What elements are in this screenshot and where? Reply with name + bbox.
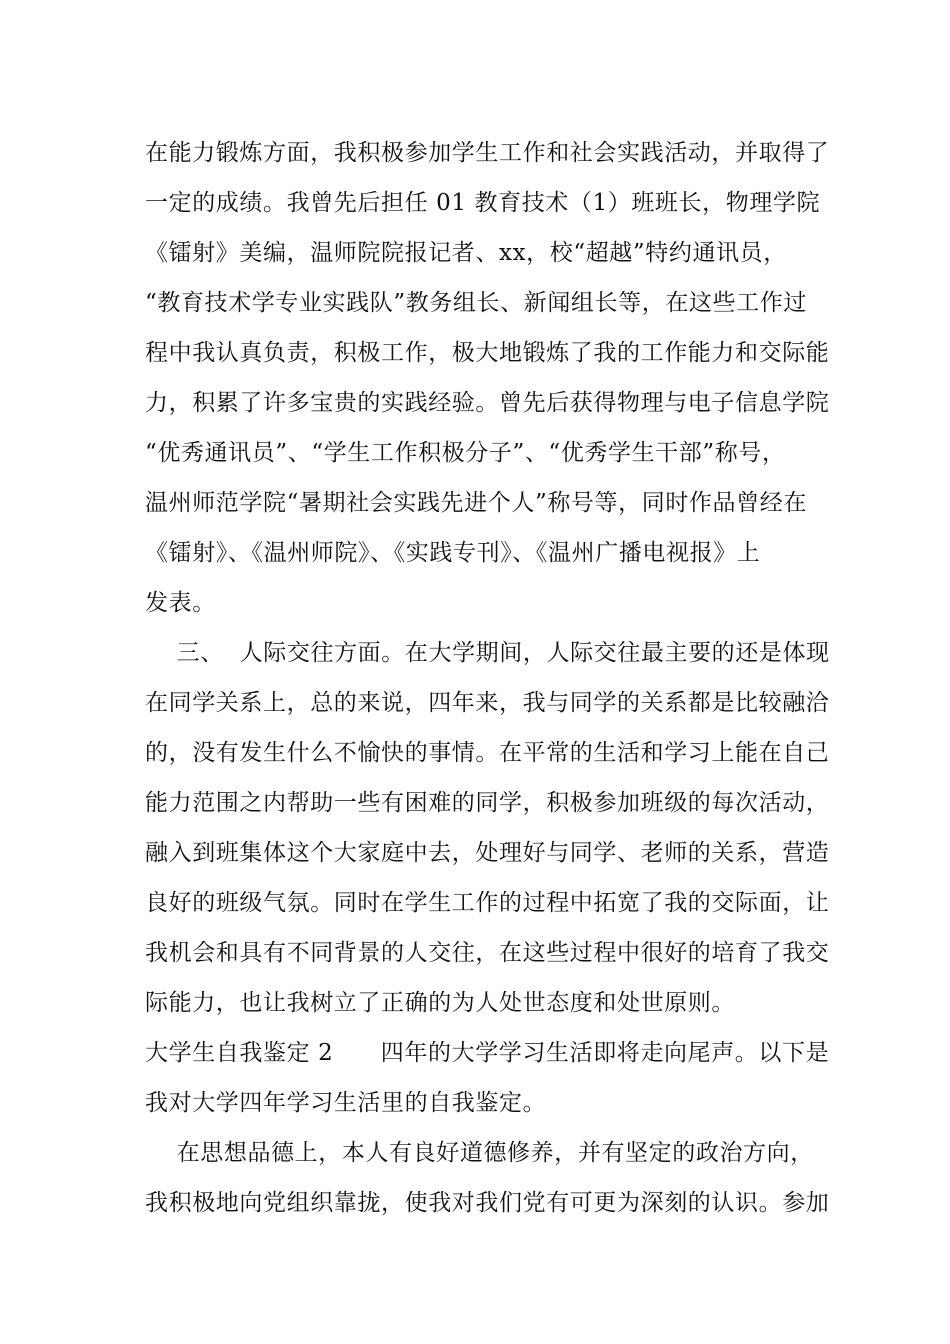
text-line: 我对大学四年学习生活里的自我鉴定。 [145,1090,547,1116]
text-line: 温州师范学院“暑期社会实践先进个人”称号等，同时作品曾经在 [145,490,807,516]
text-line: 我积极地向党组织靠拢，使我对我们党有可更为深刻的认识。参加 [145,1190,830,1216]
text-line: 三、 人际交往方面。在大学期间，人际交往最主要的还是体现 [145,640,830,666]
text-line: 在思想品德上，本人有良好道德修养，并有坚定的政治方向， [145,1140,814,1166]
text-line: 在同学关系上，总的来说，四年来，我与同学的关系都是比较融洽 [145,690,830,716]
text-line: 的，没有发生什么不愉快的事情。在平常的生活和学习上能在自己 [145,740,830,766]
text-line: 我机会和具有不同背景的人交往，在这些过程中很好的培育了我交 [145,940,830,966]
text-line: 发表。 [145,590,216,616]
document-body [145,128,830,1228]
text-line: 程中我认真负责，积极工作，极大地锻炼了我的工作能力和交际能 [145,340,830,366]
text-line: 在能力锻炼方面，我积极参加学生工作和社会实践活动，并取得了 [145,140,830,166]
text-line: 力，积累了许多宝贵的实践经验。曾先后获得物理与电子信息学院 [145,390,830,416]
text-line: 融入到班集体这个大家庭中去，处理好与同学、老师的关系，营造 [145,840,830,866]
text-line: 际能力，也让我树立了正确的为人处世态度和处世原则。 [145,990,735,1016]
text-line: 能力范围之内帮助一些有困难的同学，积极参加班级的每次活动， [145,790,830,816]
text-line: 《镭射》、《温州师院》、《实践专刊》、《温州广播电视报》上 [145,540,761,566]
text-line: “教育技术学专业实践队”教务组长、新闻组长等，在这些工作过 [145,290,807,316]
text-line: 《镭射》美编，温师院院报记者、xx，校“超越”特约通讯员， [145,240,787,266]
text-line: “优秀通讯员”、“学生工作积极分子”、“优秀学生干部”称号， [145,440,786,466]
text-line: 一定的成绩。我曾先后担任 01 教育技术（1）班班长，物理学院 [145,190,821,216]
text-line: 良好的班级气氛。同时在学生工作的过程中拓宽了我的交际面，让 [145,890,830,916]
section-heading-line: 大学生自我鉴定 2 四年的大学学习生活即将走向尾声。以下是 [145,1040,830,1066]
